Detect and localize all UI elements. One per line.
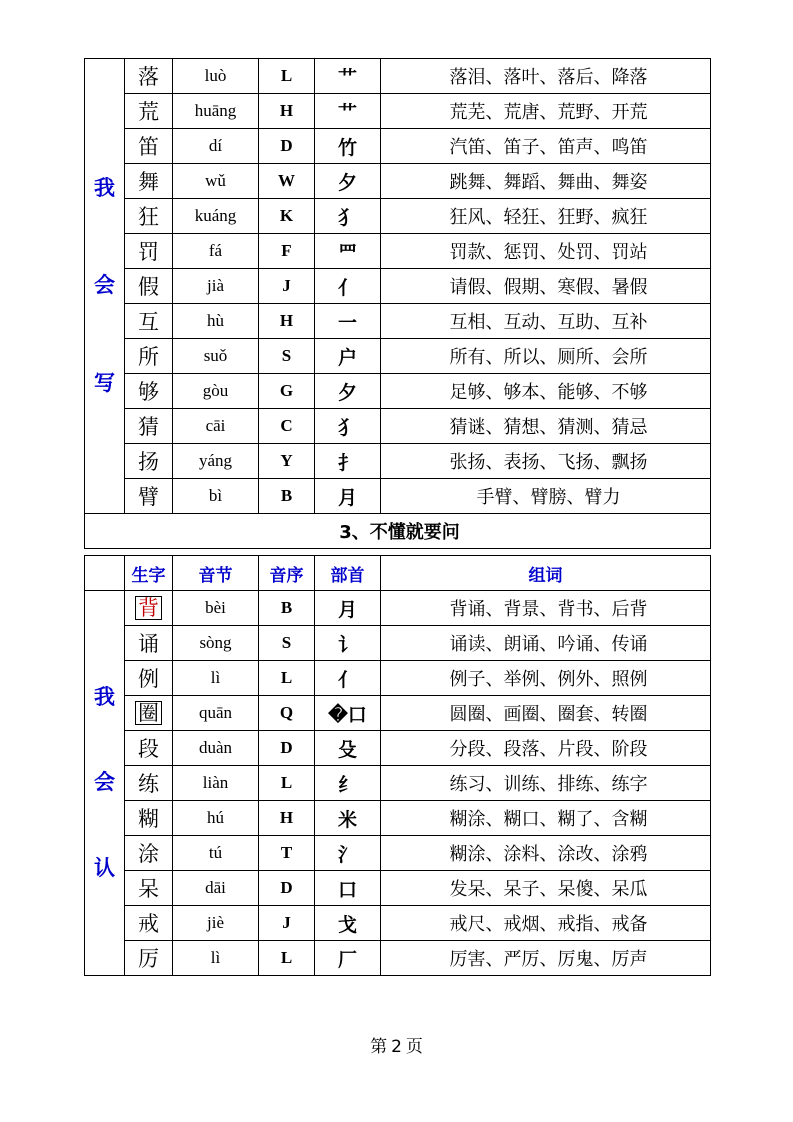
cell-words: 罚款、惩罚、处罚、罚站 (381, 234, 711, 269)
cell-words: 圆圈、画圈、圈套、转圈 (381, 696, 711, 731)
table-row (85, 906, 711, 941)
cell-words: 落泪、落叶、落后、降落 (381, 59, 711, 94)
table-row (85, 696, 711, 731)
cell-radical: 戈 (315, 906, 381, 941)
cell-radical: 艹 (315, 59, 381, 94)
cell-pinyin: jià (173, 269, 259, 304)
cell-radical: 一 (315, 304, 381, 339)
page-footer (0, 1032, 793, 1057)
table-row (85, 374, 711, 409)
cell-character: 落 (125, 59, 173, 94)
table-row (85, 731, 711, 766)
cell-words: 发呆、呆子、呆傻、呆瓜 (381, 871, 711, 906)
side-label-recognize (85, 591, 125, 976)
cell-character: 所 (125, 339, 173, 374)
cell-initial: Y (259, 444, 315, 479)
cell-pinyin: tú (173, 836, 259, 871)
cell-initial: L (259, 661, 315, 696)
header-syllable: 音节 (173, 556, 259, 591)
cell-radical: 月 (315, 591, 381, 626)
cell-initial: D (259, 731, 315, 766)
cell-pinyin: bì (173, 479, 259, 514)
cell-pinyin: liàn (173, 766, 259, 801)
cell-words: 请假、假期、寒假、暑假 (381, 269, 711, 304)
cell-radical: 夕 (315, 374, 381, 409)
footer-prefix: 第 (370, 1037, 388, 1057)
cell-character: 猜 (125, 409, 173, 444)
table-row (85, 444, 711, 479)
cell-words: 张扬、表扬、飞扬、飘扬 (381, 444, 711, 479)
cell-words: 例子、举例、例外、照例 (381, 661, 711, 696)
cell-pinyin: yáng (173, 444, 259, 479)
cell-radical: 米 (315, 801, 381, 836)
cell-initial: C (259, 409, 315, 444)
cell-initial: S (259, 626, 315, 661)
cell-initial: K (259, 199, 315, 234)
cell-radical: 殳 (315, 731, 381, 766)
table-row (85, 164, 711, 199)
cell-radical: 犭 (315, 409, 381, 444)
cell-pinyin: bèi (173, 591, 259, 626)
table-row (85, 941, 711, 976)
cell-words: 汽笛、笛子、笛声、鸣笛 (381, 129, 711, 164)
cell-radical: 罒 (315, 234, 381, 269)
cell-initial: H (259, 304, 315, 339)
cell-initial: J (259, 269, 315, 304)
cell-words: 分段、段落、片段、阶段 (381, 731, 711, 766)
worksheet-area (84, 58, 710, 976)
cell-character: 练 (125, 766, 173, 801)
table-row (85, 409, 711, 444)
table-row (85, 661, 711, 696)
cell-initial: H (259, 801, 315, 836)
cell-pinyin: fá (173, 234, 259, 269)
cell-radical: 亻 (315, 269, 381, 304)
cell-character: 假 (125, 269, 173, 304)
cell-pinyin: hù (173, 304, 259, 339)
table-row (85, 766, 711, 801)
cell-words: 练习、训练、排练、练字 (381, 766, 711, 801)
cell-pinyin: lì (173, 941, 259, 976)
cell-pinyin: hú (173, 801, 259, 836)
cell-character: 狂 (125, 199, 173, 234)
cell-pinyin: quān (173, 696, 259, 731)
cell-initial: F (259, 234, 315, 269)
side-label-char-1: 我 (94, 176, 115, 201)
cell-initial: B (259, 591, 315, 626)
cell-radical: 艹 (315, 94, 381, 129)
cell-character: 笛 (125, 129, 173, 164)
cell-character: 互 (125, 304, 173, 339)
side-label-char-3: 写 (94, 370, 115, 395)
cell-words: 背诵、背景、背书、后背 (381, 591, 711, 626)
cell-character-text: 背 (135, 596, 162, 620)
cell-initial: L (259, 941, 315, 976)
side-label-write (85, 59, 125, 514)
cell-words: 诵读、朗诵、吟诵、传诵 (381, 626, 711, 661)
cell-radical: 讠 (315, 626, 381, 661)
cell-character: 扬 (125, 444, 173, 479)
table-row (85, 59, 711, 94)
table-row (85, 199, 711, 234)
table-row (85, 94, 711, 129)
cell-character (125, 696, 173, 731)
table-i-can-recognize (84, 555, 711, 976)
side-label-char-2: 会 (94, 273, 115, 298)
cell-character: 戒 (125, 906, 173, 941)
cell-pinyin: huāng (173, 94, 259, 129)
cell-initial: Q (259, 696, 315, 731)
table-row (85, 304, 711, 339)
cell-character (125, 591, 173, 626)
cell-words: 糊涂、糊口、糊了、含糊 (381, 801, 711, 836)
cell-initial: D (259, 129, 315, 164)
section-title-row (85, 514, 711, 549)
cell-radical: 夕 (315, 164, 381, 199)
cell-character: 段 (125, 731, 173, 766)
cell-radical: 竹 (315, 129, 381, 164)
cell-character: 糊 (125, 801, 173, 836)
table-row (85, 801, 711, 836)
cell-initial: D (259, 871, 315, 906)
table-row (85, 626, 711, 661)
cell-character: 例 (125, 661, 173, 696)
footer-page-number: 2 (391, 1037, 402, 1057)
cell-words: 厉害、严厉、厉鬼、厉声 (381, 941, 711, 976)
cell-character: 厉 (125, 941, 173, 976)
cell-pinyin: lì (173, 661, 259, 696)
cell-character: 涂 (125, 836, 173, 871)
table-row (85, 269, 711, 304)
cell-pinyin: luò (173, 59, 259, 94)
cell-words: 荒芜、荒唐、荒野、开荒 (381, 94, 711, 129)
table-row (85, 591, 711, 626)
header-radical: 部首 (315, 556, 381, 591)
cell-words: 狂风、轻狂、狂野、疯狂 (381, 199, 711, 234)
cell-words: 所有、所以、厕所、会所 (381, 339, 711, 374)
table-row (85, 234, 711, 269)
cell-initial: J (259, 906, 315, 941)
cell-character: 罚 (125, 234, 173, 269)
cell-initial: S (259, 339, 315, 374)
cell-words: 跳舞、舞蹈、舞曲、舞姿 (381, 164, 711, 199)
header-blank (85, 556, 125, 591)
cell-words: 猜谜、猜想、猜测、猜忌 (381, 409, 711, 444)
header-initial: 音序 (259, 556, 315, 591)
cell-pinyin: kuáng (173, 199, 259, 234)
section-title: 3、不懂就要问 (339, 522, 460, 543)
cell-initial: L (259, 59, 315, 94)
cell-pinyin: dí (173, 129, 259, 164)
cell-words: 足够、够本、能够、不够 (381, 374, 711, 409)
table-row (85, 129, 711, 164)
section-title-cell (85, 514, 711, 549)
footer-suffix: 页 (405, 1037, 423, 1057)
cell-pinyin: jiè (173, 906, 259, 941)
cell-words: 糊涂、涂料、涂改、涂鸦 (381, 836, 711, 871)
cell-radical: 厂 (315, 941, 381, 976)
table-row (85, 871, 711, 906)
side-label-char-1: 我 (94, 685, 115, 710)
cell-initial: W (259, 164, 315, 199)
cell-radical: 氵 (315, 836, 381, 871)
side-label-char-2: 会 (94, 770, 115, 795)
cell-character: 臂 (125, 479, 173, 514)
cell-radical: 口 (315, 871, 381, 906)
cell-words: 互相、互动、互助、互补 (381, 304, 711, 339)
cell-character: 诵 (125, 626, 173, 661)
table-row (85, 339, 711, 374)
cell-character: 呆 (125, 871, 173, 906)
cell-pinyin: dāi (173, 871, 259, 906)
cell-initial: B (259, 479, 315, 514)
cell-character: 够 (125, 374, 173, 409)
table-header-row (85, 556, 711, 591)
cell-radical: 户 (315, 339, 381, 374)
cell-character: 舞 (125, 164, 173, 199)
cell-character: 荒 (125, 94, 173, 129)
cell-radical: 纟 (315, 766, 381, 801)
cell-initial: H (259, 94, 315, 129)
cell-pinyin: duàn (173, 731, 259, 766)
cell-character-text: 圈 (135, 701, 162, 725)
cell-radical: 月 (315, 479, 381, 514)
table-i-can-write (84, 58, 711, 549)
cell-pinyin: wǔ (173, 164, 259, 199)
cell-radical: 亻 (315, 661, 381, 696)
side-label-char-3: 认 (94, 855, 115, 880)
header-words: 组词 (381, 556, 711, 591)
cell-words: 手臂、臂膀、臂力 (381, 479, 711, 514)
cell-pinyin: suǒ (173, 339, 259, 374)
cell-words: 戒尺、戒烟、戒指、戒备 (381, 906, 711, 941)
table-row (85, 479, 711, 514)
cell-initial: T (259, 836, 315, 871)
cell-initial: G (259, 374, 315, 409)
cell-pinyin: cāi (173, 409, 259, 444)
cell-pinyin: gòu (173, 374, 259, 409)
cell-initial: L (259, 766, 315, 801)
cell-pinyin: sòng (173, 626, 259, 661)
header-character: 生字 (125, 556, 173, 591)
cell-radical: 扌 (315, 444, 381, 479)
cell-radical: �口 (315, 696, 381, 731)
table-row (85, 836, 711, 871)
cell-radical: 犭 (315, 199, 381, 234)
